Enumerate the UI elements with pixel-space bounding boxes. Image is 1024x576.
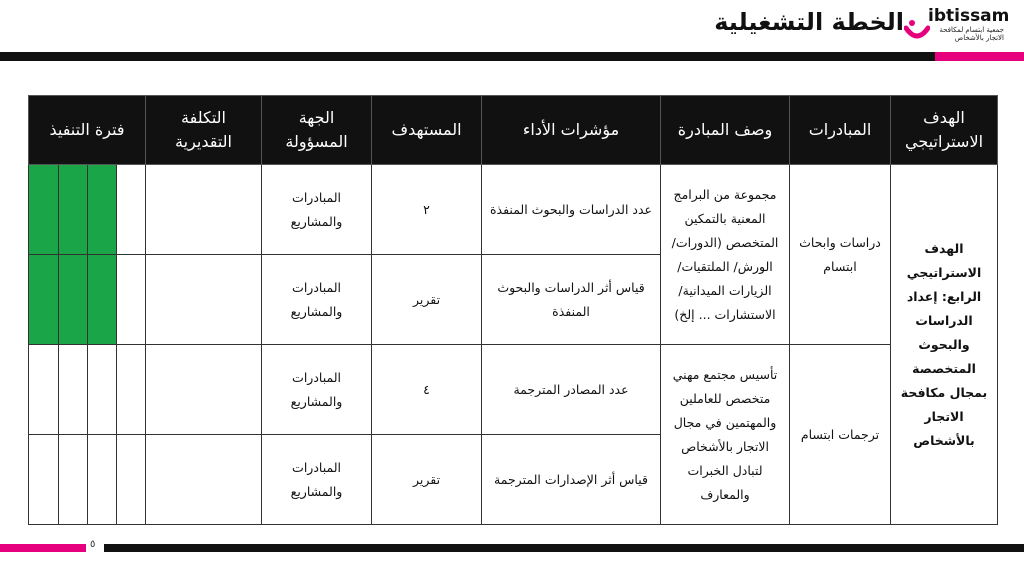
period-cell [59,165,88,255]
header-row [29,96,998,165]
logo-subtitle: جمعية ابتسام لمكافحة الاتجار بالأشخاص [939,26,1004,42]
period-cell [29,345,59,435]
period-cell [88,165,117,255]
header-indicators: مؤشرات الأداء [482,96,661,165]
header-description: وصف المبادرة [661,96,790,165]
operational-plan-table [28,95,998,525]
responsible-cell: المبادرات والمشاريع [262,345,372,435]
cost-cell [146,435,262,525]
cost-cell [146,165,262,255]
period-cell [117,435,146,525]
period-cell [59,255,88,345]
period-cell [88,255,117,345]
description-cell: مجموعة من البرامج المعنية بالتمكين المتخصص (الدورات/ الورش/ الملتقيات/ الزيارات الميدانية/ الاستشارات ... إلخ) [661,165,790,345]
strategic-goal-cell: الهدف الاستراتيجي الرابع: إعداد الدراسات والبحوث المتخصصة بمجال مكافحة الاتجار بالأشخاص [891,165,998,525]
top-divider-bar [0,52,935,61]
logo-brand-text: ibtissam [928,6,1010,26]
smile-logo-icon [904,18,930,44]
cost-cell [146,255,262,345]
table-row [29,165,998,255]
period-cell [29,435,59,525]
header-target: المستهدف [372,96,482,165]
bottom-accent-bar [0,544,86,552]
table-row [29,345,998,435]
initiative-cell: دراسات وابحاث ابتسام [790,165,891,345]
period-cell [88,345,117,435]
header-responsible: الجهة المسؤولة [262,96,372,165]
period-cell [29,165,59,255]
target-cell: ٢ [372,165,482,255]
target-cell: ٤ [372,345,482,435]
organization-logo [904,4,1010,50]
header-initiatives: المبادرات [790,96,891,165]
header-goal: الهدف الاستراتيجي [891,96,998,165]
period-cell [59,435,88,525]
cost-cell [146,345,262,435]
header-period: فترة التنفيذ [29,96,146,165]
bottom-divider-bar [104,544,1024,552]
indicator-cell: قياس أثر الإصدارات المترجمة [482,435,661,525]
page-title: الخطة التشغيلية [714,8,904,36]
period-cell [117,345,146,435]
responsible-cell: المبادرات والمشاريع [262,165,372,255]
top-accent-bar [935,52,1024,61]
indicator-cell: قياس أثر الدراسات والبحوث المنفذة [482,255,661,345]
period-cell [117,165,146,255]
description-cell: تأسيس مجتمع مهني متخصص للعاملين والمهتمين في مجال الاتجار بالأشخاص لتبادل الخبرات والمعارف [661,345,790,525]
responsible-cell: المبادرات والمشاريع [262,255,372,345]
period-cell [29,255,59,345]
target-cell: تقرير [372,435,482,525]
indicator-cell: عدد الدراسات والبحوث المنفذة [482,165,661,255]
period-cell [59,345,88,435]
responsible-cell: المبادرات والمشاريع [262,435,372,525]
page-number: ٥ [90,539,96,550]
indicator-cell: عدد المصادر المترجمة [482,345,661,435]
period-cell [88,435,117,525]
initiative-cell: ترجمات ابتسام [790,345,891,525]
target-cell: تقرير [372,255,482,345]
period-cell [117,255,146,345]
header-cost: التكلفة التقديرية [146,96,262,165]
